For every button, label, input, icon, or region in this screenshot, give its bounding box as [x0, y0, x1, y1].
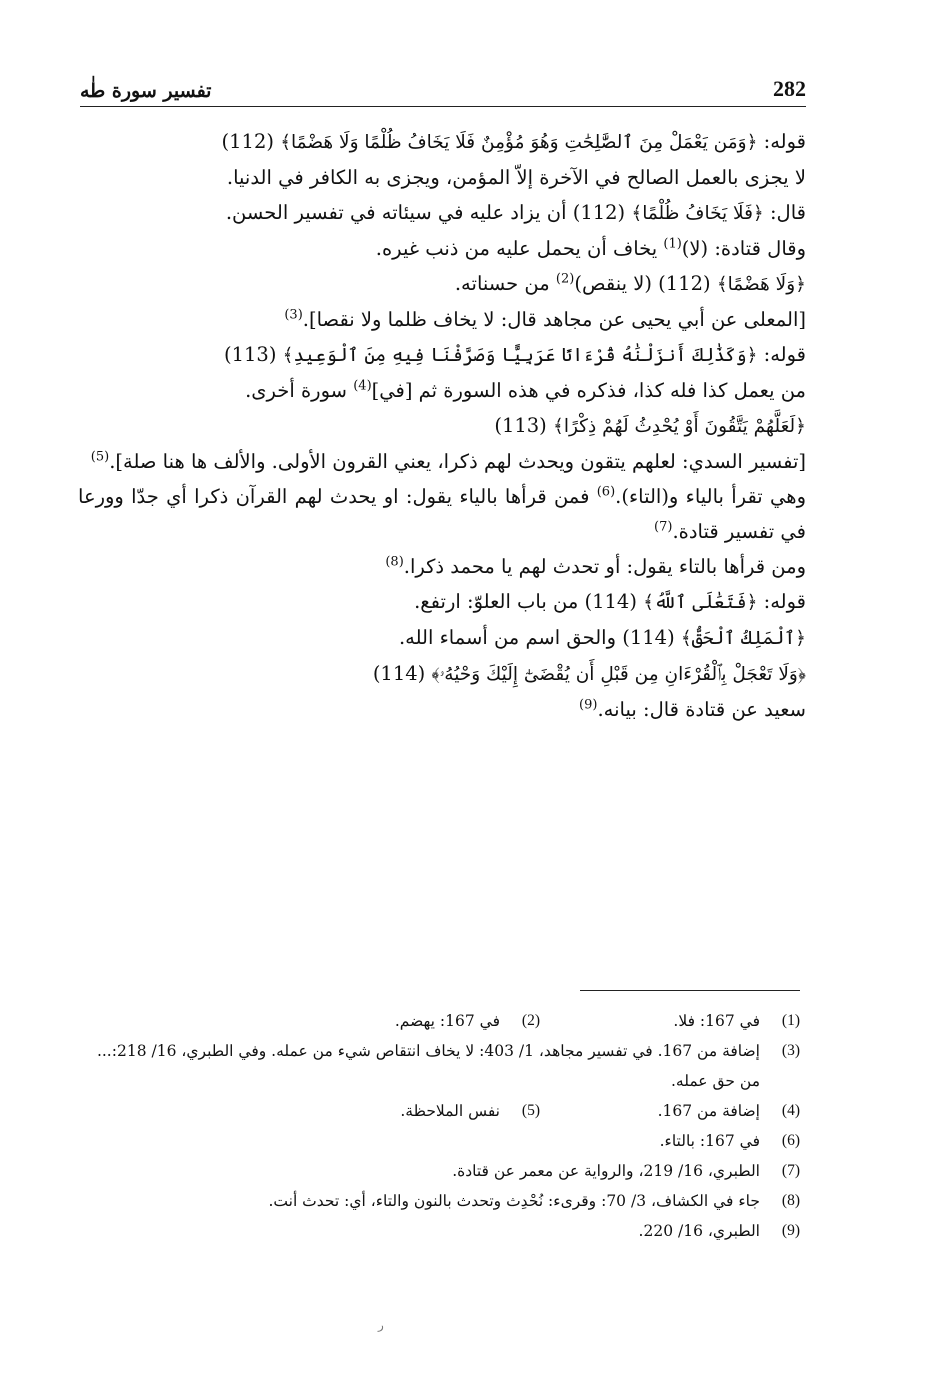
footnote-text: جاء في الكشاف، 3/ 70: وقرىء: نُحْدِث وتحدث بالنون والتاء، أي: تحدث أنت.	[268, 1192, 760, 1210]
paragraph-text: وهي تقرأ بالياء و(التاء).	[615, 485, 806, 508]
footnote-1	[540, 1006, 800, 1036]
footnote-number: (1)	[781, 1012, 800, 1029]
verse-ref: (113)	[224, 343, 277, 366]
quran-verse: ﴿فَتَعَٰلَى ٱللَّهُ﴾	[643, 592, 758, 613]
paragraph-text: سعيد عن قتادة قال: بيانه.	[597, 698, 806, 721]
ink-speck: ر	[378, 1318, 384, 1332]
footnote-text: الطبري، 16/ 219، والرواية عن معمر عن قتادة.	[452, 1162, 760, 1180]
footnote-ref: (9)	[579, 697, 598, 713]
footnote-text: في 167: يهضم.	[394, 1012, 500, 1030]
footnote-text: إضافة من 167.	[657, 1102, 760, 1120]
footnote-2	[240, 1006, 540, 1036]
paragraph-1	[78, 124, 806, 160]
main-text	[78, 124, 806, 727]
footnote-3	[84, 1036, 800, 1096]
paragraph-7	[78, 337, 806, 373]
lead-text: وقال قتادة: (لا)	[681, 237, 806, 260]
footnote-ref: (6)	[596, 484, 616, 500]
footnote-row	[84, 1006, 800, 1036]
paragraph-5	[78, 266, 806, 302]
lead-text: (لا ينقص)	[574, 272, 652, 295]
paragraph-16	[78, 692, 806, 727]
paragraph-10	[78, 444, 806, 479]
footnote-number: (3)	[781, 1042, 800, 1059]
quran-verse: ﴿فَلَا يَخَافُ ظُلْمًا﴾	[631, 203, 764, 224]
paragraph-text: يخاف أن يحمل عليه من ذنب غيره.	[375, 237, 658, 260]
verse-ref: (112)	[221, 130, 274, 153]
footnote-text: إضافة من 167. في تفسير مجاهد، 1/ 403: لا يخاف انتقاص شيء من عمله. وفي الطبري، 16/ 218:... من حق عمله.	[96, 1042, 760, 1090]
quran-verse: ﴿وَلَا هَضْمًا﴾	[716, 274, 806, 295]
label-qawluh: قوله:	[763, 343, 806, 366]
footnote-number: (5)	[521, 1102, 540, 1119]
footnote-number: (9)	[781, 1222, 800, 1239]
running-title: تفسير سورة طٰه	[80, 80, 212, 102]
footnote-number: (4)	[781, 1102, 800, 1119]
lead-text: قال:	[769, 201, 806, 224]
paragraph-text: أن يزاد عليه في سيئاته في تفسير الحسن.	[225, 201, 567, 224]
footnote-ref: (8)	[385, 554, 404, 570]
footnote-6	[84, 1126, 800, 1156]
footnotes	[84, 1006, 800, 1246]
paragraph-text: من حسناته.	[454, 272, 550, 295]
footnote-ref: (5)	[90, 449, 110, 465]
page-number: 282	[773, 76, 806, 101]
paragraph-text: [المعلى عن أبي يحيى عن مجاهد قال: لا يخاف ظلما ولا نقصا].	[302, 308, 806, 331]
verse-ref: (114)	[584, 590, 637, 613]
footnote-4	[540, 1096, 800, 1126]
footnote-number: (6)	[781, 1132, 800, 1149]
footnote-ref: (3)	[284, 307, 303, 323]
footnote-number: (7)	[781, 1162, 800, 1179]
paragraph-11	[78, 479, 806, 549]
paragraph-8	[78, 373, 806, 408]
label-qawluh: قوله:	[763, 590, 806, 613]
footnote-number: (2)	[521, 1012, 540, 1029]
footnote-text: في 167: فلا.	[673, 1012, 760, 1030]
paragraph-text: [تفسير السدي: لعلهم يتقون ويحدث لهم ذكرا، يعني القرون الأولى. والألف ها هنا صلة].	[109, 450, 806, 473]
footnote-text: الطبري، 16/ 220.	[638, 1222, 760, 1240]
paragraph-13	[78, 584, 806, 620]
quran-verse: ﴿وَلَا تَعْجَلْ بِٱلْقُرْءَانِ مِن قَبْلِ أَن يُقْضَىٰٓ إِلَيْكَ وَحْيُهُۥ﴾	[431, 664, 806, 685]
quran-verse: ﴿وَمَن يَعْمَلْ مِنَ ٱلصَّٰلِحَٰتِ وَهُوَ مُؤْمِنٌ فَلَا يَخَافُ ظُلْمًا وَلَا هَضْمًا﴾	[280, 132, 758, 153]
footnote-row	[84, 1096, 800, 1126]
paragraph-14	[78, 620, 806, 656]
paragraph-text: من باب العلوّ: ارتفع.	[414, 590, 579, 613]
footnote-separator	[580, 990, 800, 991]
paragraph-2: لا يجزى بالعمل الصالح في الآخرة إلاّ المؤمن، ويجزى به الكافر في الدنيا.	[226, 166, 806, 189]
footnote-9	[84, 1216, 800, 1246]
paragraph-4	[78, 231, 806, 266]
footnote-ref: (2)	[555, 271, 575, 287]
paragraph-tail: فمن قرأها بالياء يقول: او يحدث لهم القرآن ذكرا أي جدّا وورعا في تفسير قتادة.	[78, 485, 806, 543]
footnote-8	[84, 1186, 800, 1216]
paragraph-6	[78, 302, 806, 337]
paragraph-text: من يعمل كذا فله كذا، فذكره في هذه السورة ثم [في]	[371, 379, 806, 402]
footnote-5	[240, 1096, 540, 1126]
paragraph-3	[78, 195, 806, 231]
footnote-ref: (7)	[654, 519, 673, 535]
quran-verse: ﴿ٱلْمَلِكُ ٱلْحَقُّ﴾	[680, 628, 806, 649]
footnote-ref: (1)	[663, 236, 682, 252]
verse-ref: (112)	[658, 272, 711, 295]
label-qawluh: قوله:	[763, 130, 806, 153]
footnote-text: نفس الملاحظة.	[400, 1102, 500, 1120]
verse-ref: (113)	[494, 414, 547, 437]
verse-ref: (114)	[622, 626, 675, 649]
verse-ref: (114)	[372, 662, 426, 685]
paragraph-tail: سورة أخرى.	[245, 379, 348, 402]
footnote-7	[84, 1156, 800, 1186]
quran-verse: ﴿لَعَلَّهُمْ يَتَّقُونَ أَوْ يُحْدِثُ لَهُمْ ذِكْرًا﴾	[552, 416, 806, 437]
footnote-ref: (4)	[353, 378, 372, 394]
paragraph-text: والحق اسم من أسماء الله.	[398, 626, 617, 649]
paragraph-12	[78, 549, 806, 584]
running-head	[80, 68, 806, 107]
footnote-number: (8)	[781, 1192, 800, 1209]
quran-verse: ﴿وَكَذَٰلِكَ أَنزَلْنَٰهُ قُرْءَانًا عَرَبِيًّا وَصَرَّفْنَا فِيهِ مِنَ ٱلْوَعِيدِ﴾	[282, 345, 758, 366]
verse-ref: (112)	[572, 201, 626, 224]
paragraph-9	[78, 408, 806, 444]
paragraph-text: ومن قرأها بالتاء يقول: أو تحدث لهم يا محمد ذكرا.	[403, 555, 806, 578]
paragraph-15	[78, 656, 806, 692]
footnote-text: في 167: بالتاء.	[659, 1132, 760, 1150]
